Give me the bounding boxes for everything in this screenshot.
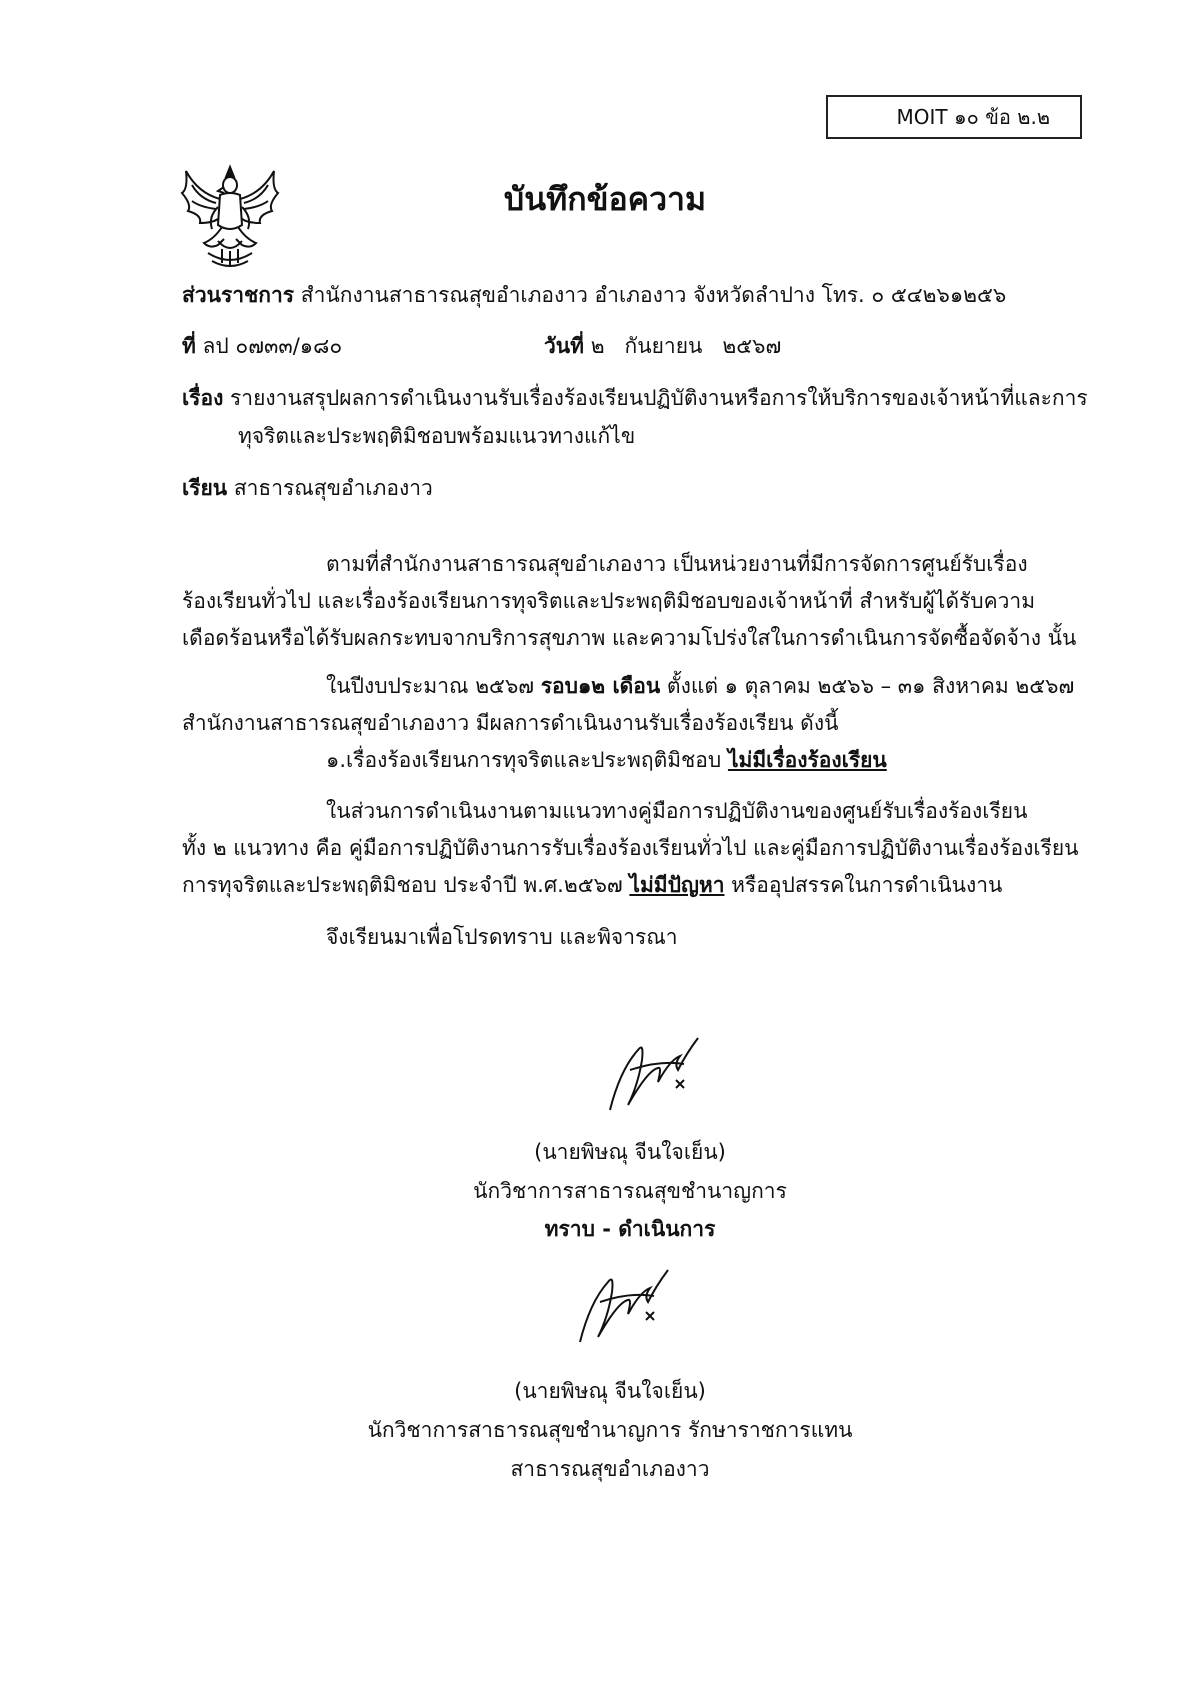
document-title: บันทึกข้อความ [503, 180, 707, 218]
paragraph-3-line-3 [182, 869, 1002, 902]
date-range-text: ตั้งแต่ ๑ ตุลาคม ๒๕๖๖ – ๓๑ สิงหาคม ๒๕๖๗ [660, 674, 1075, 698]
signer-1-position: นักวิชาการสาธารณสุขชำนาญการ [473, 1179, 787, 1203]
paragraph-1-line-3: เดือดร้อนหรือได้รับผลกระทบจากบริการสุขภาพ และความโปร่งใสในการดำเนินการจัดซื้อจัดจ้าง นั้น [182, 626, 1077, 650]
paragraph-1-line-1: ตามที่สำนักงานสาธารณสุขอำเภองาว เป็นหน่วยงานที่มีการจัดการศูนย์รับเรื่อง [326, 552, 1028, 576]
date-value: ๒ กันยายน ๒๕๖๗ [590, 334, 782, 358]
recipient-value: สาธารณสุขอำเภองาว [233, 476, 433, 500]
paragraph-3-text-c: หรืออุปสรรคในการดำเนินงาน [724, 873, 1003, 897]
signature-1-image [600, 1030, 710, 1120]
paragraph-2-line-2: สำนักงานสาธารณสุขอำเภองาว มีผลการดำเนินงานรับเรื่องร้องเรียน ดังนี้ [182, 711, 839, 735]
date-line [544, 330, 781, 363]
paragraph-2-line-1 [326, 670, 1074, 703]
closing-line: จึงเรียนมาเพื่อโปรดทราบ และพิจารณา [326, 925, 678, 949]
subject-text-2: ทุจริตและประพฤติมิชอบพร้อมแนวทางแก้ไข [238, 424, 636, 448]
paragraph-3-line-1: ในส่วนการดำเนินงานตามแนวทางคู่มือการปฏิบัติงานของศูนย์รับเรื่องร้องเรียน [326, 799, 1028, 823]
reference-number-line [182, 330, 342, 363]
reference-number-value: ลป ๐๗๓๓/๑๘๐ [202, 334, 343, 358]
paragraph-3-line-2: ทั้ง ๒ แนวทาง คือ คู่มือการปฏิบัติงานการรับเรื่องร้องเรียนทั่วไป และคู่มือการปฏิบัติงานเรื่องร้องเรียน [182, 836, 1079, 860]
signature-2-image [570, 1262, 680, 1352]
department-value: สำนักงานสาธารณสุขอำเภองาว อำเภองาว จังหวัดลำปาง โทร. ๐ ๕๔๒๖๑๒๕๖ [300, 283, 1007, 307]
recipient-label: เรียน [182, 476, 228, 500]
result-item-1-label: ๑.เรื่องร้องเรียนการทุจริตและประพฤติมิชอบ [326, 748, 728, 772]
signer-1-name: (นายพิษณุ จีนใจเย็น) [534, 1140, 726, 1164]
signer-2-position: นักวิชาการสาธารณสุขชำนาญการ รักษาราชการแทน [367, 1418, 853, 1442]
paragraph-3-text-a: การทุจริตและประพฤติมิชอบ ประจำปี พ.ศ.๒๕๖๗ [182, 873, 630, 897]
date-label: วันที่ [544, 334, 584, 358]
result-item-1-value: ไม่มีเรื่องร้องเรียน [727, 748, 887, 772]
signer-2-office: สาธารณสุขอำเภองาว [510, 1457, 710, 1481]
department-line [182, 279, 1006, 312]
paragraph-1-line-2: ร้องเรียนทั่วไป และเรื่องร้องเรียนการทุจริตและประพฤติมิชอบของเจ้าหน้าที่ สำหรับผู้ได้รับความ [182, 589, 1036, 613]
department-label: ส่วนราชการ [182, 283, 295, 307]
period-text: รอบ๑๒ เดือน [540, 674, 661, 698]
approval-text: ทราบ - ดำเนินการ [544, 1217, 716, 1241]
subject-line-1 [182, 382, 1088, 415]
result-item-1 [326, 744, 887, 777]
recipient-line [182, 472, 433, 505]
reference-box: MOIT ๑๐ ข้อ ๒.๒ [826, 95, 1082, 139]
no-problem-text: ไม่มีปัญหา [629, 873, 725, 897]
signer-2-name: (นายพิษณุ จีนใจเย็น) [514, 1379, 706, 1403]
fiscal-year-text: ในปีงบประมาณ ๒๕๖๗ [326, 674, 541, 698]
subject-text-1: รายงานสรุปผลการดำเนินงานรับเรื่องร้องเรียนปฏิบัติงานหรือการให้บริการของเจ้าหน้าที่และการ [230, 386, 1088, 410]
reference-number-label: ที่ [182, 334, 196, 358]
subject-label: เรื่อง [182, 386, 224, 410]
